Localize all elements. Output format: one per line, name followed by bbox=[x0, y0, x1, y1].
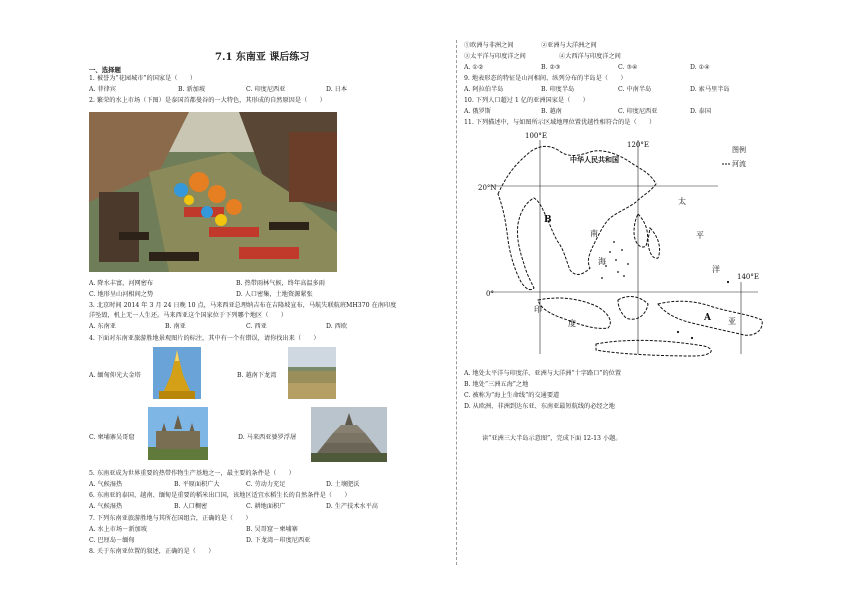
q11-option-a: A. 地处太平洋与印度洋、亚洲与大洋洲“十字路口”的位置 bbox=[464, 370, 622, 377]
label-china: 中华人民共和国 bbox=[570, 155, 619, 164]
q5-stem: 5. 东南亚成为世界重要的热带作物生产基地之一，最主要的条件是（ ） bbox=[89, 470, 295, 477]
q4-stem: 4. 下面对东南亚旅游胜地景观图片的标注，其中有一个有错误，请你找出来（ ） bbox=[89, 335, 320, 342]
label-ya: 亚 bbox=[728, 317, 736, 326]
q10-stem: 10. 下列人口超过 1 亿的亚洲国家是（ ） bbox=[464, 97, 589, 104]
q6-stem: 6. 东南亚的泰国、越南、缅甸是重要的稻米出口国，该地区适宜水稻生长的自然条件是（ ） bbox=[89, 492, 351, 499]
label-0-degree: 0° bbox=[486, 290, 494, 298]
page-title: 7.1 东南亚 课后练习 bbox=[215, 52, 310, 63]
q2-option-d: D. 人口密集，土地资源紧张 bbox=[236, 291, 313, 298]
q2-option-c: C. 地形呈山河相间之势 bbox=[89, 291, 154, 298]
q3-stem-line1: 3. 北京时间 2014 年 3 月 24 日晚 10 点，马来西亚总理纳吉布在吉隆坡宣布，马航失联航班MH370 在南印度 bbox=[89, 302, 397, 309]
q4-option-a: A. 缅甸仰光大金塔 bbox=[89, 372, 141, 379]
q1-option-d: D. 日本 bbox=[326, 86, 348, 93]
q12-13-intro: 读“亚洲三大半岛示意图”，完成下面 12-13 小题。 bbox=[482, 435, 622, 442]
q8-statement-1: ①欧洲与非洲之间 bbox=[464, 42, 514, 49]
q5-option-a: A. 气候湿热 bbox=[89, 481, 123, 488]
q11-option-d: D. 从欧洲、非洲到达东亚、东南亚最短航线的必经之地 bbox=[464, 403, 615, 410]
q8-stem: 8. 关于东南亚位置的叙述，正确的是（ ） bbox=[89, 548, 215, 555]
q3-option-a: A. 东南亚 bbox=[89, 323, 116, 330]
q9-option-b: B. 印度半岛 bbox=[541, 86, 575, 93]
q11-stem: 11. 下列描述中，与如图所示区域地理位置优越性相符合的是（ ） bbox=[464, 119, 656, 126]
q8-option-b: B. ②③ bbox=[541, 64, 561, 71]
q11-option-c: C. 被称为“海上生命线”的交通要道 bbox=[464, 392, 560, 399]
q9-option-d: D. 索马里半岛 bbox=[690, 86, 730, 93]
q6-option-a: A. 气候湿热 bbox=[89, 503, 123, 510]
q2-option-b: B. 热带雨林气候，终年高温多雨 bbox=[236, 280, 325, 287]
legend-title: 图例 bbox=[732, 146, 746, 154]
q8-statement-3: ③太平洋与印度洋之间 bbox=[464, 53, 526, 60]
label-hai: 海 bbox=[598, 257, 606, 266]
q2-stem: 2. 繁荣的水上市场（下图）是泰国首都曼谷的一大特色，其形成的自然原因是（ ） bbox=[89, 97, 326, 104]
q7-option-b: B. 吴哥窟－柬埔寨 bbox=[246, 526, 298, 533]
q9-option-a: A. 阿拉伯半岛 bbox=[464, 86, 504, 93]
ha-long-bay-photo bbox=[288, 347, 336, 399]
q3-option-d: D. 西欧 bbox=[326, 323, 348, 330]
q10-option-d: D. 泰国 bbox=[690, 108, 712, 115]
label-a: A bbox=[704, 313, 711, 323]
q9-stem: 9. 地表形态的特征是山河相间、纵列分布的半岛是（ ） bbox=[464, 75, 627, 82]
q3-stem-line2: 洋坠毁，机上无一人生还。马来西亚这个国家位于下列哪个地区（ ） bbox=[89, 312, 287, 319]
q8-statement-4: ④大西洋与印度洋之间 bbox=[559, 53, 621, 60]
label-tai: 太 bbox=[678, 197, 686, 206]
q10-option-b: B. 越南 bbox=[541, 108, 562, 115]
q6-option-d: D. 生产技术水平高 bbox=[326, 503, 378, 510]
q7-option-d: D. 下龙湾－印度尼西亚 bbox=[246, 537, 311, 544]
q6-option-c: C. 耕地面积广 bbox=[246, 503, 286, 510]
q1-option-c: C. 印度尼西亚 bbox=[246, 86, 286, 93]
q1-option-b: B. 新加坡 bbox=[178, 86, 206, 93]
q4-option-c: C. 柬埔寨吴哥窟 bbox=[89, 434, 135, 441]
q5-option-b: B. 平原面积广大 bbox=[174, 481, 220, 488]
column-divider bbox=[456, 40, 457, 565]
q9-option-c: C. 中南半岛 bbox=[618, 86, 652, 93]
label-yang-pacific: 洋 bbox=[712, 265, 720, 274]
label-120e: 120°E bbox=[627, 141, 649, 149]
label-ping: 平 bbox=[696, 231, 704, 240]
q10-option-c: C. 印度尼西亚 bbox=[618, 108, 658, 115]
q11-option-b: B. 地处“三洲五海”之地 bbox=[464, 381, 529, 388]
borobudur-photo bbox=[311, 407, 387, 462]
label-140e: 140°E bbox=[737, 273, 759, 281]
q1-option-a: A. 菲律宾 bbox=[89, 86, 116, 93]
label-b: B bbox=[544, 215, 552, 225]
q3-option-b: B. 南亚 bbox=[165, 323, 186, 330]
q8-option-a: A. ①② bbox=[464, 64, 484, 71]
legend-river: 河流 bbox=[732, 160, 746, 168]
q6-option-b: B. 人口稠密 bbox=[174, 503, 208, 510]
golden-pagoda-photo bbox=[153, 347, 201, 399]
label-20n: 20°N bbox=[478, 184, 497, 192]
section-heading: 一、选择题 bbox=[89, 66, 121, 74]
q1-stem: 1. 被誉为“花园城市”的国家是（ ） bbox=[89, 75, 197, 82]
floating-market-photo bbox=[89, 112, 337, 272]
q4-option-b: B. 越南下龙湾 bbox=[237, 372, 277, 379]
q7-stem: 7. 下列东南亚旅游胜地与其所在国组合，正确的是（ ） bbox=[89, 515, 252, 522]
q8-statement-2: ②亚洲与大洋洲之间 bbox=[541, 42, 597, 49]
q10-option-a: A. 俄罗斯 bbox=[464, 108, 491, 115]
label-100e: 100°E bbox=[525, 132, 547, 140]
label-yin: 印 bbox=[534, 305, 542, 314]
label-nan: 南 bbox=[590, 229, 598, 238]
angkor-wat-photo bbox=[148, 407, 208, 460]
q7-option-a: A. 水上市场－新加坡 bbox=[89, 526, 147, 533]
q8-option-c: C. ③④ bbox=[618, 64, 638, 71]
southeast-asia-map bbox=[478, 132, 768, 362]
q5-option-d: D. 土壤肥沃 bbox=[326, 481, 360, 488]
q4-option-d: D. 马来西亚婆罗浮屠 bbox=[238, 434, 297, 441]
label-du: 度 bbox=[568, 319, 576, 328]
q8-option-d: D. ①④ bbox=[690, 64, 710, 71]
q3-option-c: C. 西亚 bbox=[246, 323, 267, 330]
q5-option-c: C. 劳动力充足 bbox=[246, 481, 286, 488]
q7-option-c: C. 巴厘岛－缅甸 bbox=[89, 537, 135, 544]
q2-option-a: A. 降水丰富，河网密布 bbox=[89, 280, 154, 287]
